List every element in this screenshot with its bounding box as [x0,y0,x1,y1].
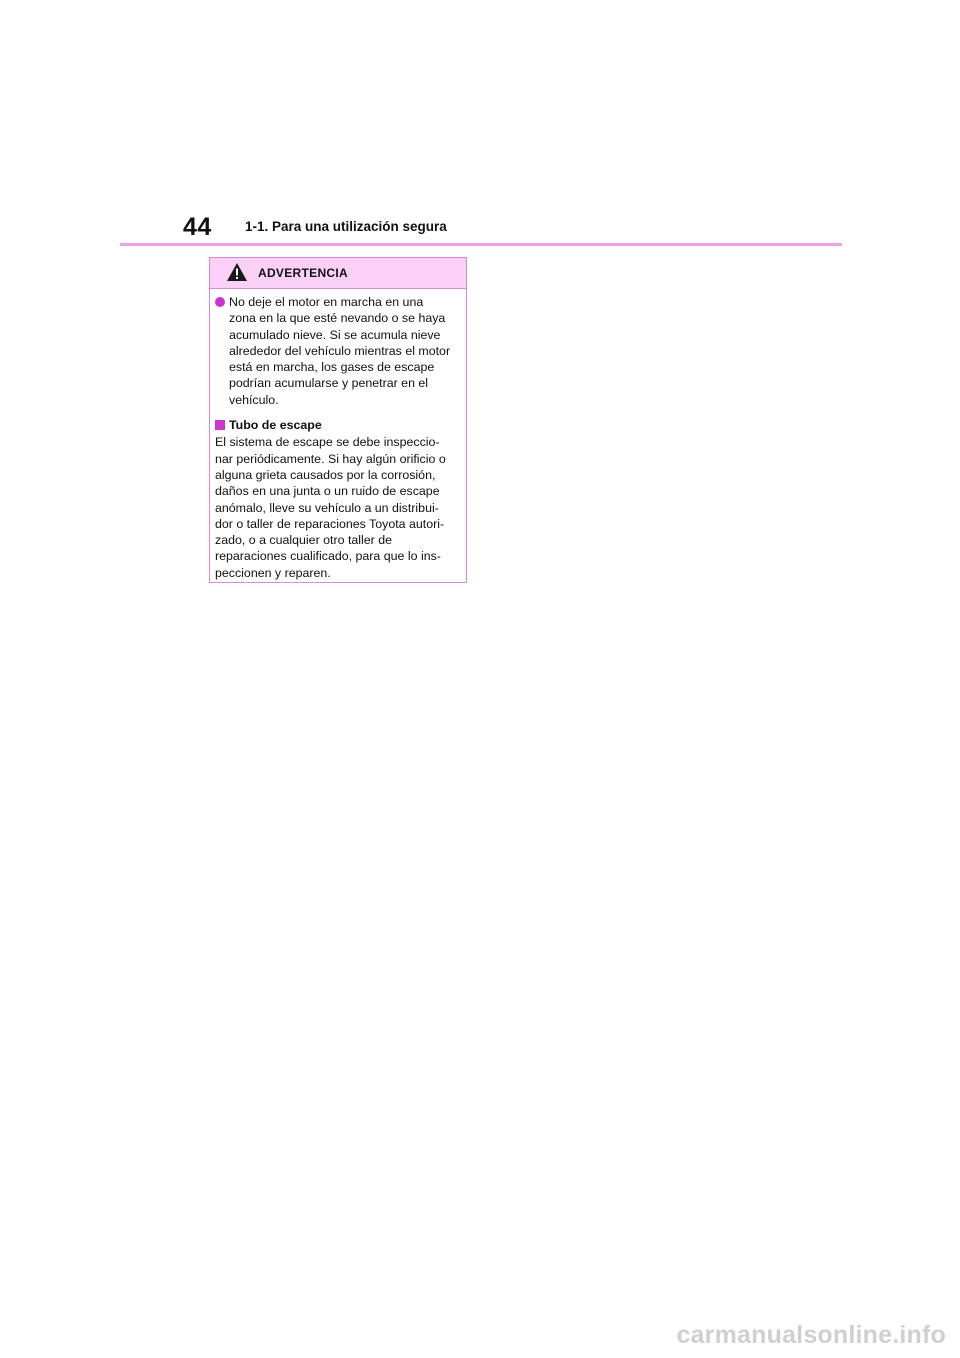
warning-bullet-item [215,294,459,408]
paragraph-line: peccionen y reparen. [215,565,331,580]
header-divider [120,243,842,246]
paragraph-line: nar periódicamente. Si hay algún orificio o [215,451,446,466]
page-number: 44 [183,213,212,241]
warning-body [210,289,466,581]
section-title: 1-1. Para una utilización segura [245,219,447,234]
bullet-line: No deje el motor en marcha en una [229,295,424,309]
paragraph-line: reparaciones cualificado, para que lo ins- [215,549,441,564]
bullet-line: acumulado nieve. Si se acumula nieve [229,327,441,342]
bullet-line: alrededor del vehículo mientras el motor [229,343,451,358]
warning-box [209,257,467,583]
square-marker-icon [215,420,225,430]
paragraph [215,434,459,581]
bullet-line: zona en la que esté nevando o se haya [229,311,446,326]
warning-header [210,258,466,289]
bullet-line: está en marcha, los gases de escape [229,360,435,375]
paragraph-line: anómalo, lleve su vehículo a un distribui- [215,500,439,515]
subheading [215,417,459,433]
watermark: carmanualsonline.info [676,1321,946,1349]
bullet-line: vehículo. [229,392,279,407]
paragraph-line: dor o taller de reparaciones Toyota autori- [215,516,445,531]
warning-title: ADVERTENCIA [258,266,348,280]
paragraph-line: daños en una junta o un ruido de escape [215,484,440,499]
paragraph-line: El sistema de escape se debe inspeccio- [215,435,440,450]
warning-triangle-icon [226,262,248,282]
bullet-line: podrían acumularse y penetrar en el [229,376,429,391]
paragraph-line: zado, o a cualquier otro taller de [215,533,393,548]
bullet-dot-icon [215,297,225,307]
paragraph-line: alguna grieta causados por la corrosión, [215,467,436,482]
subheading-text: Tubo de escape [229,418,322,433]
